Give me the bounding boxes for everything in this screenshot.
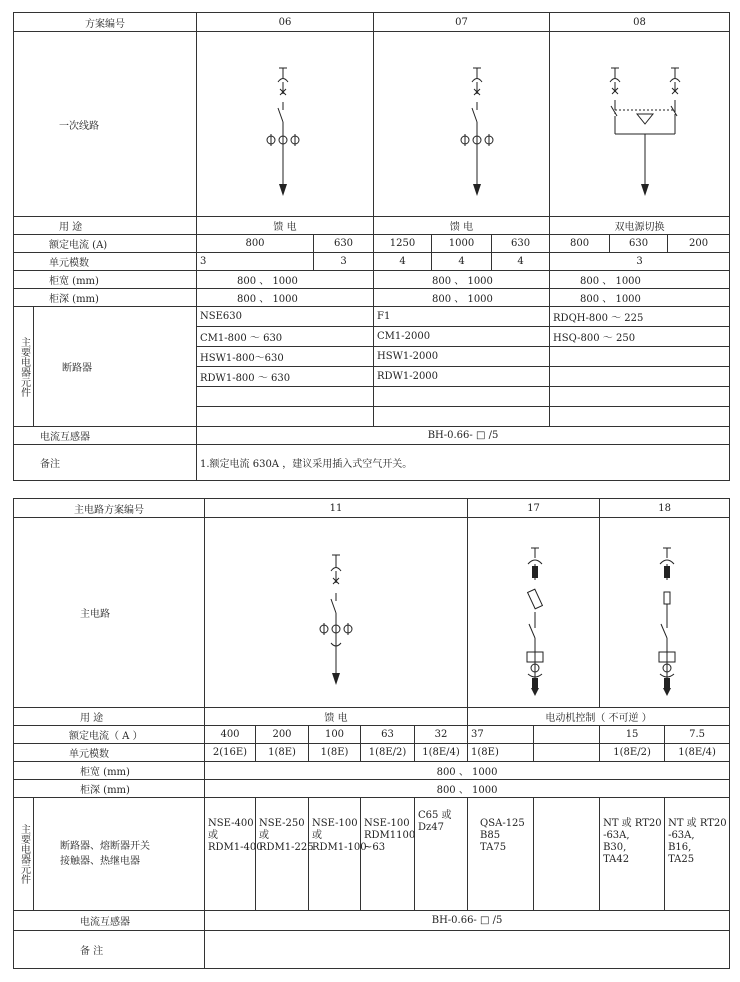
breaker-06 (197, 407, 374, 427)
feeder-diagram-06 (245, 44, 325, 204)
width-label: 柜宽 (mm) (14, 271, 197, 289)
depth-row (14, 289, 730, 307)
width-row (14, 271, 730, 289)
components-label-line-1: 断路器、熔断器开关 (60, 841, 150, 852)
component-cell: NSE-100 RDM1100 ~63 (361, 798, 415, 911)
usage-17-18: 电动机控制（ 不可逆 ） (468, 708, 730, 726)
depth-06: 800 、 1000 (197, 289, 374, 307)
depth-label: 柜深 (mm) (14, 289, 197, 307)
usage-row (14, 217, 730, 235)
breaker-07: RDW1-2000 (374, 367, 550, 387)
units-cell: 3 (314, 253, 374, 271)
scheme-07: 07 (374, 13, 550, 32)
breaker-08 (550, 407, 730, 427)
units-cell: 3 (197, 253, 314, 271)
units-cell: 1(8E/2) (600, 744, 665, 762)
feeder-diagram-07 (412, 44, 512, 204)
units-cell: 1(8E/4) (415, 744, 468, 762)
main-circuit-label: 主电路 (14, 518, 205, 708)
rated-current-cell: 100 (309, 726, 361, 744)
component-cell: C65 或 Dz47 (415, 798, 468, 911)
width-label: 柜宽 (mm) (14, 762, 205, 780)
component-cell: NT 或 RT20 -63A, B30, TA42 (600, 798, 665, 911)
breaker-06 (197, 387, 374, 407)
component-cell: QSA-125 B85 TA75 (468, 798, 534, 911)
breaker-06: HSW1-800～630 (197, 347, 374, 367)
diagram-18 (600, 518, 730, 708)
transfer-diagram-08 (555, 44, 725, 204)
rated-current-row (14, 726, 730, 744)
primary-circuit-label: 一次线路 (14, 32, 197, 217)
breaker-06: NSE630 (197, 307, 374, 327)
rated-current-cell: 200 (256, 726, 309, 744)
diagram-17 (468, 518, 600, 708)
components-label (34, 798, 205, 911)
units-cell: 1(8E/4) (665, 744, 730, 762)
breaker-label: 断路器 (34, 307, 197, 427)
units-cell: 1(8E/2) (361, 744, 415, 762)
units-cell: 2(16E) (205, 744, 256, 762)
main-circuit-row (14, 518, 730, 708)
usage-08: 双电源切换 (550, 217, 730, 235)
usage-row (14, 708, 730, 726)
rated-current-cell: 1250 (374, 235, 432, 253)
component-cell (534, 798, 600, 911)
note-row (14, 931, 730, 969)
scheme-18: 18 (600, 499, 730, 518)
note-label: 备注 (14, 445, 197, 481)
breaker-06: CM1-800 ～ 630 (197, 327, 374, 347)
rated-current-cell: 1000 (432, 235, 492, 253)
note-value (205, 931, 730, 969)
width-07: 800 、 1000 (374, 271, 550, 289)
component-cell: NT 或 RT20 -63A, B16, TA25 (665, 798, 730, 911)
breaker-06: RDW1-800 ～ 630 (197, 367, 374, 387)
units-cell: 4 (492, 253, 550, 271)
usage-06: 馈 电 (197, 217, 374, 235)
scheme-17: 17 (468, 499, 600, 518)
width-06: 800 、 1000 (197, 271, 374, 289)
motor-diagram-17 (471, 528, 601, 698)
component-cell: NSE-100 或 RDM1-100 (309, 798, 361, 911)
diagram-07 (374, 32, 550, 217)
scheme-08: 08 (550, 13, 730, 32)
usage-label: 用 途 (14, 708, 205, 726)
usage-11: 馈 电 (205, 708, 468, 726)
rated-current-cell: 37 (468, 726, 534, 744)
rated-current-cell: 630 (314, 235, 374, 253)
units-cell: 1(8E) (309, 744, 361, 762)
units-cell: 3 (550, 253, 730, 271)
header-label: 方案编号 (14, 13, 197, 32)
depth-07: 800 、 1000 (374, 289, 550, 307)
component-cell: NSE-400 或 RDM1-400 (205, 798, 256, 911)
header-row (14, 499, 730, 518)
rated-current-cell: 7.5 (665, 726, 730, 744)
usage-label: 用 途 (14, 217, 197, 235)
width-value: 800 、 1000 (205, 762, 730, 780)
main-components-label: 主要电器元件 (14, 307, 34, 427)
ct-label: 电流互感器 (14, 427, 197, 445)
diagram-06 (197, 32, 374, 217)
scheme-06: 06 (197, 13, 374, 32)
breaker-07 (374, 387, 550, 407)
ct-row (14, 911, 730, 931)
rated-current-cell: 800 (550, 235, 610, 253)
breaker-07: HSW1-2000 (374, 347, 550, 367)
rated-current-cell: 200 (668, 235, 730, 253)
depth-label: 柜深 (mm) (14, 780, 205, 798)
depth-row (14, 780, 730, 798)
rated-current-label: 额定电流 (A) (14, 235, 197, 253)
depth-08: 800 、 1000 (550, 289, 730, 307)
motor-diagram-18 (603, 528, 733, 698)
primary-circuit-row (14, 32, 730, 217)
units-label: 单元模数 (14, 253, 197, 271)
rated-current-label: 额定电流（ A ） (14, 726, 205, 744)
component-cell: NSE-250 或 RDM1-225 (256, 798, 309, 911)
components-row (14, 798, 730, 911)
header-label: 主电路方案编号 (14, 499, 205, 518)
units-cell (534, 744, 600, 762)
note-value: 1.额定电流 630A ，建议采用插入式空气开关。 (197, 445, 730, 481)
units-cell: 1(8E) (256, 744, 309, 762)
rated-current-cell: 15 (600, 726, 665, 744)
units-cell: 4 (432, 253, 492, 271)
width-row (14, 762, 730, 780)
rated-current-cell: 800 (197, 235, 314, 253)
header-row (14, 13, 730, 32)
scheme-11: 11 (205, 499, 468, 518)
main-components-label: 主要电器元件 (14, 798, 34, 911)
ct-label: 电流互感器 (14, 911, 205, 931)
scheme-table-2 (13, 498, 730, 969)
breaker-08 (550, 367, 730, 387)
ct-row (14, 427, 730, 445)
components-label-line-2: 接触器、热继电器 (60, 856, 140, 867)
units-row (14, 744, 730, 762)
feeder-diagram-11 (286, 533, 386, 693)
rated-current-row (14, 235, 730, 253)
units-cell: 4 (374, 253, 432, 271)
rated-current-cell: 630 (492, 235, 550, 253)
diagram-08 (550, 32, 730, 217)
units-cell: 1(8E) (468, 744, 534, 762)
breaker-07: CM1-2000 (374, 327, 550, 347)
units-label: 单元模数 (14, 744, 205, 762)
note-row (14, 445, 730, 481)
breaker-08 (550, 347, 730, 367)
breaker-row (14, 307, 730, 327)
breaker-07 (374, 407, 550, 427)
diagram-11 (205, 518, 468, 708)
ct-value: BH-0.66- □ /5 (197, 427, 730, 445)
note-label: 备 注 (14, 931, 205, 969)
rated-current-cell: 400 (205, 726, 256, 744)
rated-current-cell: 32 (415, 726, 468, 744)
depth-value: 800 、 1000 (205, 780, 730, 798)
scheme-table-1 (13, 12, 730, 481)
width-08: 800 、 1000 (550, 271, 730, 289)
breaker-08 (550, 387, 730, 407)
rated-current-cell: 630 (610, 235, 668, 253)
breaker-08: HSQ-800 ～ 250 (550, 327, 730, 347)
ct-value: BH-0.66- □ /5 (205, 911, 730, 931)
breaker-07: F1 (374, 307, 550, 327)
units-row (14, 253, 730, 271)
rated-current-cell (534, 726, 600, 744)
breaker-08: RDQH-800 ～ 225 (550, 307, 730, 327)
usage-07: 馈 电 (374, 217, 550, 235)
rated-current-cell: 63 (361, 726, 415, 744)
